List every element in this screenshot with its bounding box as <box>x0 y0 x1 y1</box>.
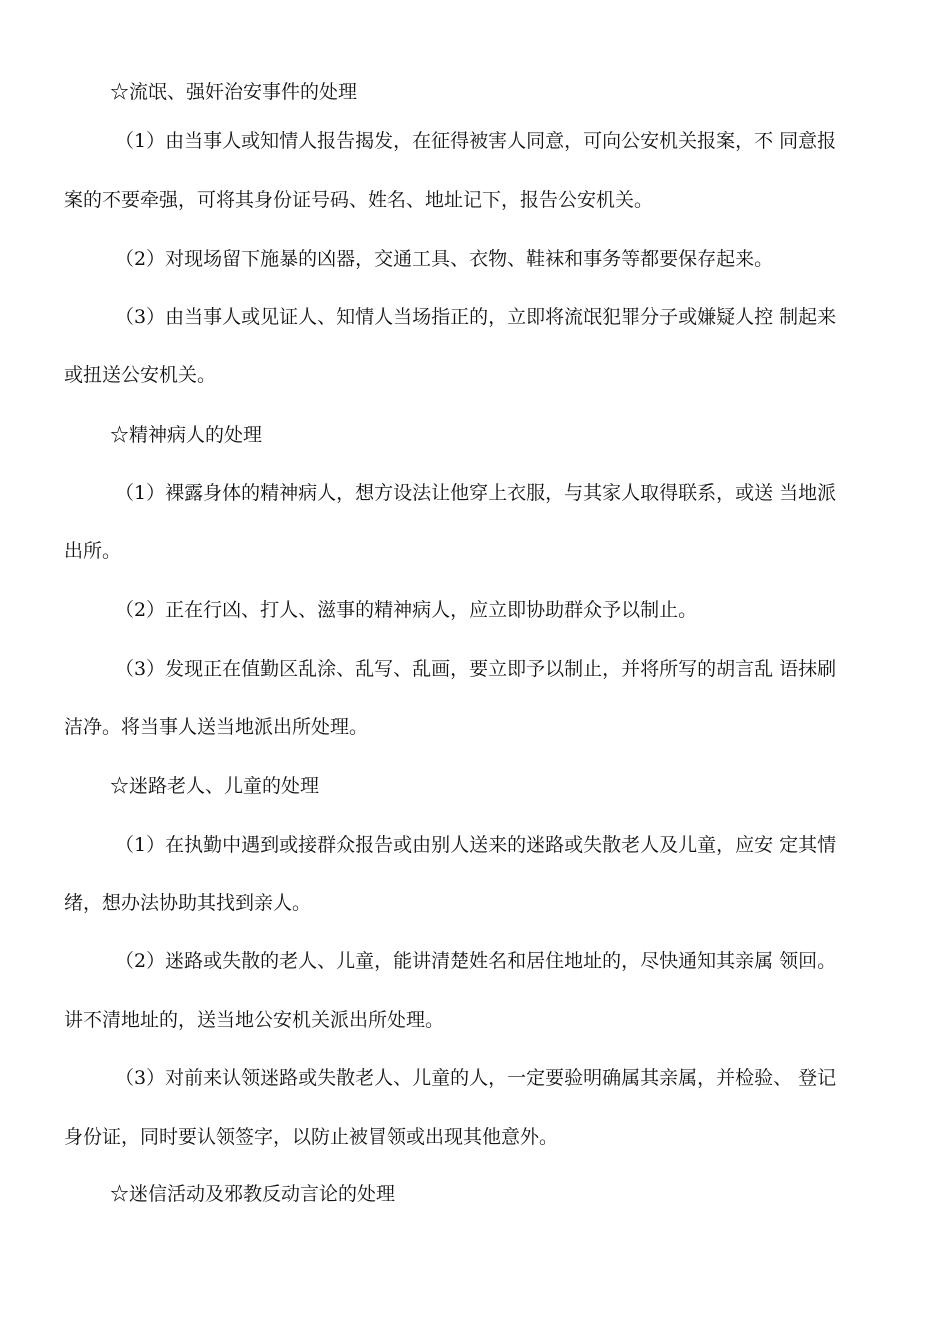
paragraph-line: （3）对前来认领迷路或失散老人、儿童的人，一定要验明确属其亲属，并检验、 登记 <box>115 1067 837 1089</box>
paragraph-line: 出所。 <box>64 540 122 562</box>
paragraph-line: （3）发现正在值勤区乱涂、乱写、乱画，要立即予以制止，并将所写的胡言乱 语抹刷 <box>115 658 837 680</box>
paragraph-line: （2）迷路或失散的老人、儿童，能讲清楚姓名和居住地址的，尽快通知其亲属 领回。 <box>115 950 837 972</box>
paragraph-line: 或扭送公安机关。 <box>64 364 217 386</box>
paragraph-line: （3）由当事人或见证人、知情人当场指正的，立即将流氓犯罪分子或嫌疑人控 制起来 <box>115 306 837 328</box>
paragraph-line: 讲不清地址的，送当地公安机关派出所处理。 <box>64 1009 445 1031</box>
paragraph-line: 身份证，同时要认领签字，以防止被冒领或出现其他意外。 <box>64 1126 559 1148</box>
section-heading: ☆精神病人的处理 <box>110 424 263 446</box>
paragraph-line: （1）在执勤中遇到或接群众报告或由别人送来的迷路或失散老人及儿童，应安 定其情 <box>115 834 837 856</box>
paragraph-line: 绪，想办法协助其找到亲人。 <box>64 892 312 914</box>
paragraph-line: 案的不要牵强，可将其身份证号码、姓名、地址记下，报告公安机关。 <box>64 189 654 211</box>
paragraph-line: （1）由当事人或知情人报告揭发，在征得被害人同意，可向公安机关报案，不 同意报 <box>115 130 837 152</box>
paragraph-line: 洁净。将当事人送当地派出所处理。 <box>64 716 369 738</box>
paragraph-line: （2）对现场留下施暴的凶器，交通工具、衣物、鞋袜和事务等都要保存起来。 <box>115 248 774 270</box>
section-heading: ☆流氓、强奸治安事件的处理 <box>110 81 358 103</box>
section-heading: ☆迷信活动及邪教反动言论的处理 <box>110 1183 396 1205</box>
section-heading: ☆迷路老人、儿童的处理 <box>110 775 320 797</box>
paragraph-line: （1）裸露身体的精神病人，想方设法让他穿上衣服，与其家人取得联系，或送 当地派 <box>115 482 837 504</box>
paragraph-line: （2）正在行凶、打人、滋事的精神病人，应立即协助群众予以制止。 <box>115 599 698 621</box>
